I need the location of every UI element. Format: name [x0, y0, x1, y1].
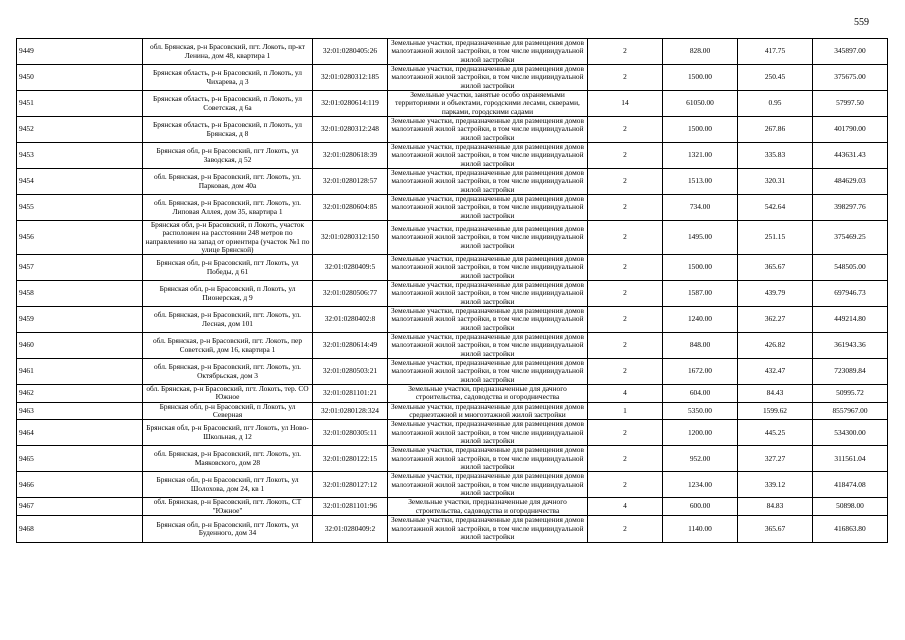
- land-use-cell: Земельные участки, предназначенные для размещения домов малоэтажной жилой застройки, в том числе индивидуальной жилой застройки: [388, 515, 588, 542]
- cadastral-value-cell: 398297.76: [813, 195, 888, 221]
- land-use-cell: Земельные участки, предназначенные для размещения домов малоэтажной жилой застройки, в том числе индивидуальной жилой застройки: [388, 281, 588, 307]
- cadastral-number-cell: 32:01:0280409:5: [313, 255, 388, 281]
- row-number: 9451: [17, 91, 143, 117]
- use-group-cell: 2: [588, 169, 663, 195]
- cadastral-number-cell: 32:01:0280614:49: [313, 333, 388, 359]
- cadastral-number-cell: 32:01:0280312:150: [313, 221, 388, 255]
- table-row: [17, 143, 888, 169]
- cadastral-number-cell: 32:01:0280128:324: [313, 402, 388, 420]
- row-number: 9468: [17, 515, 143, 542]
- table-row: [17, 472, 888, 498]
- specific-value-cell: 445.25: [738, 420, 813, 446]
- area-cell: 734.00: [663, 195, 738, 221]
- use-group-cell: 2: [588, 333, 663, 359]
- area-cell: 1140.00: [663, 515, 738, 542]
- specific-value-cell: 267.86: [738, 117, 813, 143]
- table-row: [17, 385, 888, 403]
- use-group-cell: 1: [588, 402, 663, 420]
- address-cell: Брянская обл, р-н Брасовский, п Локоть, участок расположен на расстоянии 248 метров по направлению на запад от ориентира (участок №1 по улице Брянской): [143, 221, 313, 255]
- cadastral-number-cell: 32:01:0281101:21: [313, 385, 388, 403]
- area-cell: 1672.00: [663, 359, 738, 385]
- address-cell: обл. Брянская, р-н Брасовский, пгт. Локоть, ул. Октябрьская, дом 3: [143, 359, 313, 385]
- specific-value-cell: 362.27: [738, 307, 813, 333]
- land-use-cell: Земельные участки, предназначенные для размещения домов малоэтажной жилой застройки, в том числе индивидуальной жилой застройки: [388, 65, 588, 91]
- specific-value-cell: 432.47: [738, 359, 813, 385]
- cadastral-value-cell: 50898.00: [813, 498, 888, 516]
- cadastral-value-table: [16, 38, 888, 543]
- table-row: [17, 515, 888, 542]
- table-row: [17, 333, 888, 359]
- specific-value-cell: 327.27: [738, 446, 813, 472]
- table-row: [17, 446, 888, 472]
- cadastral-value-cell: 361943.36: [813, 333, 888, 359]
- land-use-cell: Земельные участки, занятые особо охраняемыми территориями и объектами, городскими лесами, скверами, парками, городскими садами: [388, 91, 588, 117]
- table-body: [17, 39, 888, 543]
- table-row: [17, 39, 888, 65]
- specific-value-cell: 84.83: [738, 498, 813, 516]
- area-cell: 5350.00: [663, 402, 738, 420]
- cadastral-number-cell: 32:01:0280122:15: [313, 446, 388, 472]
- area-cell: 61050.00: [663, 91, 738, 117]
- cadastral-number-cell: 32:01:0280405:26: [313, 39, 388, 65]
- cadastral-number-cell: 32:01:0280127:12: [313, 472, 388, 498]
- cadastral-number-cell: 32:01:0281101:96: [313, 498, 388, 516]
- use-group-cell: 4: [588, 498, 663, 516]
- table-row: [17, 498, 888, 516]
- area-cell: 1234.00: [663, 472, 738, 498]
- area-cell: 1500.00: [663, 255, 738, 281]
- specific-value-cell: 251.15: [738, 221, 813, 255]
- land-use-cell: Земельные участки, предназначенные для размещения домов малоэтажной жилой застройки, в том числе индивидуальной жилой застройки: [388, 446, 588, 472]
- use-group-cell: 2: [588, 255, 663, 281]
- use-group-cell: 2: [588, 143, 663, 169]
- area-cell: 1500.00: [663, 65, 738, 91]
- specific-value-cell: 439.79: [738, 281, 813, 307]
- specific-value-cell: 335.83: [738, 143, 813, 169]
- specific-value-cell: 0.95: [738, 91, 813, 117]
- cadastral-value-cell: 57997.50: [813, 91, 888, 117]
- row-number: 9462: [17, 385, 143, 403]
- cadastral-number-cell: 32:01:0280312:248: [313, 117, 388, 143]
- area-cell: 1240.00: [663, 307, 738, 333]
- cadastral-value-cell: 345897.00: [813, 39, 888, 65]
- specific-value-cell: 365.67: [738, 255, 813, 281]
- area-cell: 1495.00: [663, 221, 738, 255]
- row-number: 9460: [17, 333, 143, 359]
- specific-value-cell: 542.64: [738, 195, 813, 221]
- address-cell: Брянская обл, р-н Брасовский, пгт Локоть, ул Буденного, дом 34: [143, 515, 313, 542]
- land-use-cell: Земельные участки, предназначенные для дачного строительства, садоводства и огородничества: [388, 498, 588, 516]
- specific-value-cell: 1599.62: [738, 402, 813, 420]
- table-row: [17, 91, 888, 117]
- row-number: 9457: [17, 255, 143, 281]
- address-cell: обл. Брянская, р-н Брасовский, пгт. Локоть, ул. Липовая Аллея, дом 35, квартира 1: [143, 195, 313, 221]
- row-number: 9454: [17, 169, 143, 195]
- use-group-cell: 14: [588, 91, 663, 117]
- row-number: 9464: [17, 420, 143, 446]
- row-number: 9463: [17, 402, 143, 420]
- page-number: 559: [854, 17, 869, 28]
- land-use-cell: Земельные участки, предназначенные для размещения домов малоэтажной жилой застройки, в том числе индивидуальной жилой застройки: [388, 117, 588, 143]
- land-use-cell: Земельные участки, предназначенные для размещения домов малоэтажной жилой застройки, в том числе индивидуальной жилой застройки: [388, 221, 588, 255]
- cadastral-number-cell: 32:01:0280618:39: [313, 143, 388, 169]
- specific-value-cell: 339.12: [738, 472, 813, 498]
- cadastral-value-cell: 418474.08: [813, 472, 888, 498]
- area-cell: 952.00: [663, 446, 738, 472]
- table-row: [17, 420, 888, 446]
- area-cell: 600.00: [663, 498, 738, 516]
- land-use-cell: Земельные участки, предназначенные для размещения домов малоэтажной жилой застройки, в том числе индивидуальной жилой застройки: [388, 307, 588, 333]
- table-row: [17, 255, 888, 281]
- cadastral-value-cell: 548505.00: [813, 255, 888, 281]
- row-number: 9458: [17, 281, 143, 307]
- area-cell: 1587.00: [663, 281, 738, 307]
- cadastral-value-cell: 697946.73: [813, 281, 888, 307]
- area-cell: 1513.00: [663, 169, 738, 195]
- area-cell: 1200.00: [663, 420, 738, 446]
- cadastral-number-cell: 32:01:0280402:8: [313, 307, 388, 333]
- address-cell: Брянская обл, р-н Брасовский, пгт Локоть, ул Ново-Школьная, д 12: [143, 420, 313, 446]
- land-use-cell: Земельные участки, предназначенные для размещения домов малоэтажной жилой застройки, в том числе индивидуальной жилой застройки: [388, 333, 588, 359]
- area-cell: 1500.00: [663, 117, 738, 143]
- table-row: [17, 65, 888, 91]
- row-number: 9456: [17, 221, 143, 255]
- cadastral-value-cell: 484629.03: [813, 169, 888, 195]
- cadastral-value-cell: 443631.43: [813, 143, 888, 169]
- cadastral-number-cell: 32:01:0280409:2: [313, 515, 388, 542]
- cadastral-number-cell: 32:01:0280614:119: [313, 91, 388, 117]
- cadastral-number-cell: 32:01:0280305:11: [313, 420, 388, 446]
- use-group-cell: 2: [588, 221, 663, 255]
- row-number: 9449: [17, 39, 143, 65]
- land-use-cell: Земельные участки, предназначенные для размещения домов малоэтажной жилой застройки, в том числе индивидуальной жилой застройки: [388, 359, 588, 385]
- table-row: [17, 195, 888, 221]
- land-use-cell: Земельные участки, предназначенные для размещения домов малоэтажной жилой застройки, в том числе индивидуальной жилой застройки: [388, 143, 588, 169]
- use-group-cell: 2: [588, 117, 663, 143]
- area-cell: 848.00: [663, 333, 738, 359]
- cadastral-value-cell: 50995.72: [813, 385, 888, 403]
- row-number: 9459: [17, 307, 143, 333]
- use-group-cell: 2: [588, 195, 663, 221]
- area-cell: 604.00: [663, 385, 738, 403]
- land-use-cell: Земельные участки, предназначенные для размещения домов малоэтажной жилой застройки, в том числе индивидуальной жилой застройки: [388, 420, 588, 446]
- table-row: [17, 221, 888, 255]
- land-use-cell: Земельные участки, предназначенные для размещения домов среднеэтажной и многоэтажной жилой застройки: [388, 402, 588, 420]
- table-row: [17, 307, 888, 333]
- row-number: 9466: [17, 472, 143, 498]
- row-number: 9452: [17, 117, 143, 143]
- specific-value-cell: 417.75: [738, 39, 813, 65]
- land-use-cell: Земельные участки, предназначенные для размещения домов малоэтажной жилой застройки, в том числе индивидуальной жилой застройки: [388, 39, 588, 65]
- cadastral-value-cell: 416863.80: [813, 515, 888, 542]
- land-use-cell: Земельные участки, предназначенные для размещения домов малоэтажной жилой застройки, в том числе индивидуальной жилой застройки: [388, 195, 588, 221]
- land-use-cell: Земельные участки, предназначенные для размещения домов малоэтажной жилой застройки, в том числе индивидуальной жилой застройки: [388, 169, 588, 195]
- cadastral-value-cell: 401790.00: [813, 117, 888, 143]
- table-row: [17, 359, 888, 385]
- address-cell: Брянская обл, р-н Брасовский, пгт Локоть, ул Победы, д 61: [143, 255, 313, 281]
- use-group-cell: 2: [588, 472, 663, 498]
- cadastral-value-cell: 534300.00: [813, 420, 888, 446]
- specific-value-cell: 84.43: [738, 385, 813, 403]
- address-cell: Брянская обл, р-н Брасовский, пгт Локоть, ул Шолохова, дом 24, кв 1: [143, 472, 313, 498]
- address-cell: обл. Брянская, р-н Брасовский, пгт. Локоть, ул. Лесная, дом 101: [143, 307, 313, 333]
- row-number: 9450: [17, 65, 143, 91]
- use-group-cell: 4: [588, 385, 663, 403]
- cadastral-value-cell: 311561.04: [813, 446, 888, 472]
- address-cell: обл. Брянская, р-н Брасовский, пгт. Локоть, ул. Маяковского, дом 28: [143, 446, 313, 472]
- area-cell: 828.00: [663, 39, 738, 65]
- cadastral-number-cell: 32:01:0280312:185: [313, 65, 388, 91]
- specific-value-cell: 365.67: [738, 515, 813, 542]
- row-number: 9453: [17, 143, 143, 169]
- cadastral-number-cell: 32:01:0280506:77: [313, 281, 388, 307]
- use-group-cell: 2: [588, 281, 663, 307]
- address-cell: Брянская область, р-н Брасовский, п Локоть, ул Брянская, д 8: [143, 117, 313, 143]
- address-cell: обл. Брянская, р-н Брасовский, пгт. Локоть, СТ "Южное": [143, 498, 313, 516]
- use-group-cell: 2: [588, 39, 663, 65]
- table-row: [17, 402, 888, 420]
- table-row: [17, 117, 888, 143]
- row-number: 9461: [17, 359, 143, 385]
- land-use-cell: Земельные участки, предназначенные для размещения домов малоэтажной жилой застройки, в том числе индивидуальной жилой застройки: [388, 472, 588, 498]
- area-cell: 1321.00: [663, 143, 738, 169]
- table-row: [17, 281, 888, 307]
- use-group-cell: 2: [588, 420, 663, 446]
- row-number: 9455: [17, 195, 143, 221]
- specific-value-cell: 320.31: [738, 169, 813, 195]
- address-cell: Брянская обл, р-н Брасовский, пгт Локоть, ул Заводская, д 52: [143, 143, 313, 169]
- address-cell: Брянская обл, р-н Брасовский, п Локоть, ул Пионерская, д 9: [143, 281, 313, 307]
- use-group-cell: 2: [588, 65, 663, 91]
- cadastral-number-cell: 32:01:0280604:85: [313, 195, 388, 221]
- specific-value-cell: 250.45: [738, 65, 813, 91]
- cadastral-number-cell: 32:01:0280503:21: [313, 359, 388, 385]
- use-group-cell: 2: [588, 359, 663, 385]
- cadastral-value-cell: 723089.84: [813, 359, 888, 385]
- cadastral-value-cell: 449214.80: [813, 307, 888, 333]
- table-row: [17, 169, 888, 195]
- specific-value-cell: 426.82: [738, 333, 813, 359]
- address-cell: обл. Брянская, р-н Брасовский, пгт. Локоть, ул. Парковая, дом 40а: [143, 169, 313, 195]
- address-cell: обл. Брянская, р-н Брасовский, пгт. Локоть, пр-кт Ленина, дом 48, квартира 1: [143, 39, 313, 65]
- address-cell: Брянская обл, р-н Брасовский, п Локоть, ул Северная: [143, 402, 313, 420]
- cadastral-value-cell: 375469.25: [813, 221, 888, 255]
- address-cell: обл. Брянская, р-н Брасовский, пгт. Локоть, тер. СО Южное: [143, 385, 313, 403]
- cadastral-value-cell: 8557967.00: [813, 402, 888, 420]
- cadastral-value-cell: 375675.00: [813, 65, 888, 91]
- address-cell: обл. Брянская, р-н Брасовский, пгт. Локоть, пер Советский, дом 16, квартира 1: [143, 333, 313, 359]
- address-cell: Брянская область, р-н Брасовский, п Локоть, ул Советская, д 6а: [143, 91, 313, 117]
- land-use-cell: Земельные участки, предназначенные для дачного строительства, садоводства и огородничества: [388, 385, 588, 403]
- land-use-cell: Земельные участки, предназначенные для размещения домов малоэтажной жилой застройки, в том числе индивидуальной жилой застройки: [388, 255, 588, 281]
- use-group-cell: 2: [588, 307, 663, 333]
- use-group-cell: 2: [588, 446, 663, 472]
- row-number: 9465: [17, 446, 143, 472]
- row-number: 9467: [17, 498, 143, 516]
- address-cell: Брянская область, р-н Брасовский, п Локоть, ул Чихарева, д 3: [143, 65, 313, 91]
- cadastral-number-cell: 32:01:0280128:57: [313, 169, 388, 195]
- use-group-cell: 2: [588, 515, 663, 542]
